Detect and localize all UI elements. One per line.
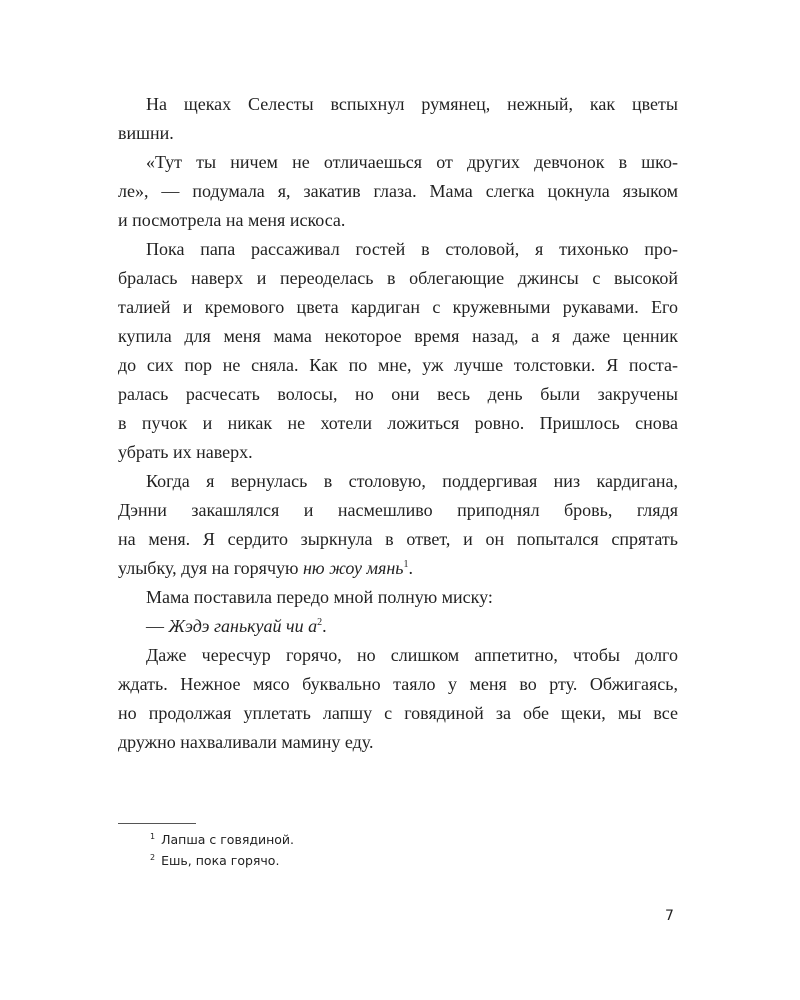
footnote-divider	[118, 823, 196, 824]
text-line: На щеках Селесты вспыхнул румянец, нежный, как цветы	[146, 94, 678, 114]
text-line: бралась наверх и переоделась в облегающие джинсы с высокой	[118, 268, 678, 288]
text-line: в пучок и никак не хотели ложиться ровно. Пришлось снова	[118, 413, 678, 433]
page-number: 7	[665, 908, 674, 924]
text-line: Мама поставила передо мной полную миску:	[146, 587, 493, 607]
footnote-mark: 2	[150, 852, 156, 862]
text-line: ралась расчесать волосы, но они весь день были закручены	[118, 384, 678, 404]
text-span: улыбку, дуя на горячую	[118, 558, 303, 578]
text-line: на меня. Я сердито зыркнула в ответ, и он попытался спрятать	[118, 529, 678, 549]
text-line: убрать их наверх.	[118, 442, 253, 462]
text-line: и посмотрела на меня искоса.	[118, 210, 346, 230]
text-line: «Тут ты ничем не отличаешься от других девчонок в шко-	[146, 152, 678, 172]
text-line: ле», — подумала я, закатив глаза. Мама слегка цокнула языком	[118, 181, 678, 201]
text-line: ждать. Нежное мясо буквально таяло у меня во рту. Обжигаясь,	[118, 674, 678, 694]
text-line	[118, 554, 678, 583]
footnote-1	[150, 832, 294, 847]
period: .	[408, 558, 413, 578]
text-line: купила для меня мама некоторое время назад, а я даже ценник	[118, 326, 678, 346]
text-line: дружно нахваливали мамину еду.	[118, 732, 374, 752]
text-line: но продолжая уплетать лапшу с говядиной за обе щеки, мы все	[118, 703, 678, 723]
text-line: Когда я вернулась в столовую, поддергивая низ кардигана,	[146, 471, 678, 491]
footnote-2	[150, 853, 279, 868]
footnote-text: Ешь, пока горячо.	[161, 853, 280, 868]
dash: —	[146, 616, 169, 636]
footnote-ref-2[interactable]: 2	[317, 617, 323, 628]
text-line: вишни.	[118, 123, 174, 143]
text-line	[118, 612, 678, 641]
footnote-ref-1[interactable]: 1	[403, 559, 409, 570]
italic-dish: ню жоу мянь	[302, 558, 404, 578]
text-line: Пока папа рассаживал гостей в столовой, я тихонько про-	[146, 239, 678, 259]
footnote-mark: 1	[150, 831, 156, 841]
text-line: Дэнни закашлялся и насмешливо приподнял бровь, глядя	[118, 500, 678, 520]
italic-phrase: Жэдэ ганькуай чи а	[168, 616, 318, 636]
period: .	[322, 616, 327, 636]
text-line: до сих пор не сняла. Как по мне, уж лучше толстовки. Я поста-	[118, 355, 678, 375]
footnote-text: Лапша с говядиной.	[161, 832, 295, 847]
body-text	[118, 90, 678, 757]
text-line: талией и кремового цвета кардиган с кружевными рукавами. Его	[118, 297, 678, 317]
text-line: Даже чересчур горячо, но слишком аппетитно, чтобы долго	[146, 645, 678, 665]
